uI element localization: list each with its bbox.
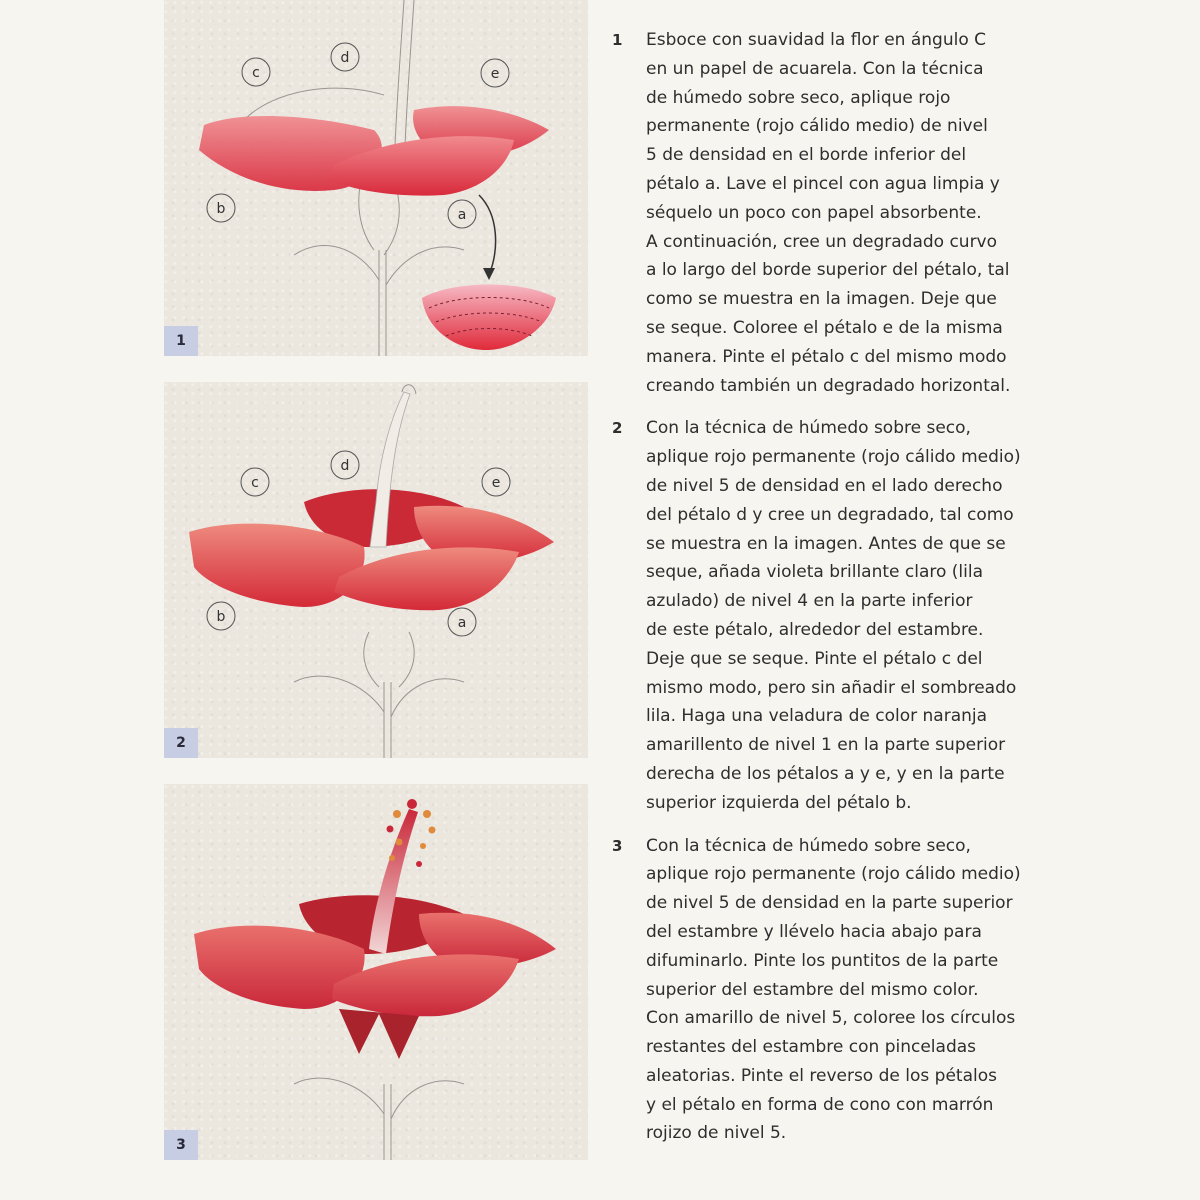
petal-label-e: e: [490, 66, 500, 82]
illustration-panel-1: [164, 0, 588, 356]
text-line: de este pétalo, alrededor del estambre.: [646, 619, 984, 640]
petal-label-b: b: [216, 201, 226, 217]
text-line: restantes del estambre con pinceladas: [646, 1037, 977, 1058]
text-line: Deje que se seque. Pinte el pétalo c del: [646, 648, 983, 669]
text-line: del pétalo d y cree un degradado, tal como: [646, 504, 1014, 525]
petal-label-c: c: [251, 475, 259, 491]
text-line: difuminarlo. Pinte los puntitos de la parte: [646, 950, 999, 971]
text-line: rojizo de nivel 5.: [646, 1123, 787, 1144]
petal-label-b: b: [216, 609, 226, 625]
step-number: 2: [612, 419, 623, 438]
text-line: y el pétalo en forma de cono con marrón: [646, 1094, 994, 1115]
text-line: aplique rojo permanente (rojo cálido medio): [646, 447, 1021, 468]
petal-label-c: c: [252, 65, 260, 81]
instruction-steps: [612, 26, 1052, 1162]
text-line: 5 de densidad en el borde inferior del: [646, 145, 967, 166]
text-line: se seque. Coloree el pétalo e de la misma: [646, 317, 1003, 338]
flower-sketch-1: [164, 0, 588, 356]
step-1: [612, 26, 1052, 400]
step-text: [646, 414, 1052, 817]
petal-label-a: a: [457, 207, 467, 223]
text-line: superior izquierda del pétalo b.: [646, 792, 912, 813]
text-line: superior del estambre del mismo color.: [646, 979, 979, 1000]
petal-label-e: e: [491, 475, 501, 491]
text-line: del estambre y llévelo hacia abajo para: [646, 921, 982, 942]
text-line: creando también un degradado horizontal.: [646, 375, 1011, 396]
step-badge-1: 1: [164, 326, 198, 356]
arrow-icon: [479, 195, 496, 275]
text-line: pétalo a. Lave el pincel con agua limpia y: [646, 173, 1000, 194]
text-line: séquelo un poco con papel absorbente.: [646, 202, 982, 223]
text-line: de nivel 5 de densidad en la parte superior: [646, 893, 1013, 914]
text-line: lila. Haga una veladura de color naranja: [646, 706, 988, 727]
text-line: A continuación, cree un degradado curvo: [646, 231, 998, 252]
illustration-panel-3: [164, 784, 588, 1160]
petal-label-d: d: [340, 458, 350, 474]
gradient-swatch: [422, 285, 556, 351]
text-line: en un papel de acuarela. Con la técnica: [646, 58, 984, 79]
text-line: a lo largo del borde superior del pétalo, tal: [646, 260, 1010, 281]
text-line: permanente (rojo cálido medio) de nivel: [646, 116, 988, 137]
text-line: Esboce con suavidad la flor en ángulo C: [646, 30, 986, 50]
text-line: mismo modo, pero sin añadir el sombreado: [646, 677, 1017, 698]
cone-petal: [339, 1009, 419, 1059]
step-2: [612, 414, 1052, 817]
step-number: 3: [612, 836, 623, 855]
text-line: derecha de los pétalos a y e, y en la parte: [646, 763, 1005, 784]
text-line: Con amarillo de nivel 5, coloree los círculos: [646, 1008, 1016, 1029]
step-text: [646, 26, 1052, 400]
step-badge-2: 2: [164, 728, 198, 758]
text-line: aleatorias. Pinte el reverso de los pétalos: [646, 1065, 997, 1086]
text-line: como se muestra en la imagen. Deje que: [646, 289, 997, 310]
step-text: [646, 832, 1052, 1149]
flower-sketch-2: [164, 382, 588, 758]
text-line: aplique rojo permanente (rojo cálido medio): [646, 864, 1021, 885]
text-line: amarillento de nivel 1 en la parte superior: [646, 735, 1006, 756]
petal-label-d: d: [340, 50, 350, 66]
step-3: [612, 832, 1052, 1149]
text-line: azulado) de nivel 4 en la parte inferior: [646, 591, 973, 612]
text-line: manera. Pinte el pétalo c del mismo modo: [646, 346, 1007, 367]
text-line: de húmedo sobre seco, aplique rojo: [646, 87, 951, 108]
text-line: se muestra en la imagen. Antes de que se: [646, 533, 1006, 554]
illustration-panel-2: [164, 382, 588, 758]
flower-painting-3: [164, 784, 588, 1160]
text-line: de nivel 5 de densidad en el lado derecho: [646, 475, 1003, 496]
text-line: Con la técnica de húmedo sobre seco,: [646, 835, 971, 856]
text-line: seque, añada violeta brillante claro (lila: [646, 562, 984, 583]
step-badge-3: 3: [164, 1130, 198, 1160]
text-line: Con la técnica de húmedo sobre seco,: [646, 418, 971, 439]
step-number: 1: [612, 31, 623, 49]
petal-label-a: a: [457, 615, 467, 631]
